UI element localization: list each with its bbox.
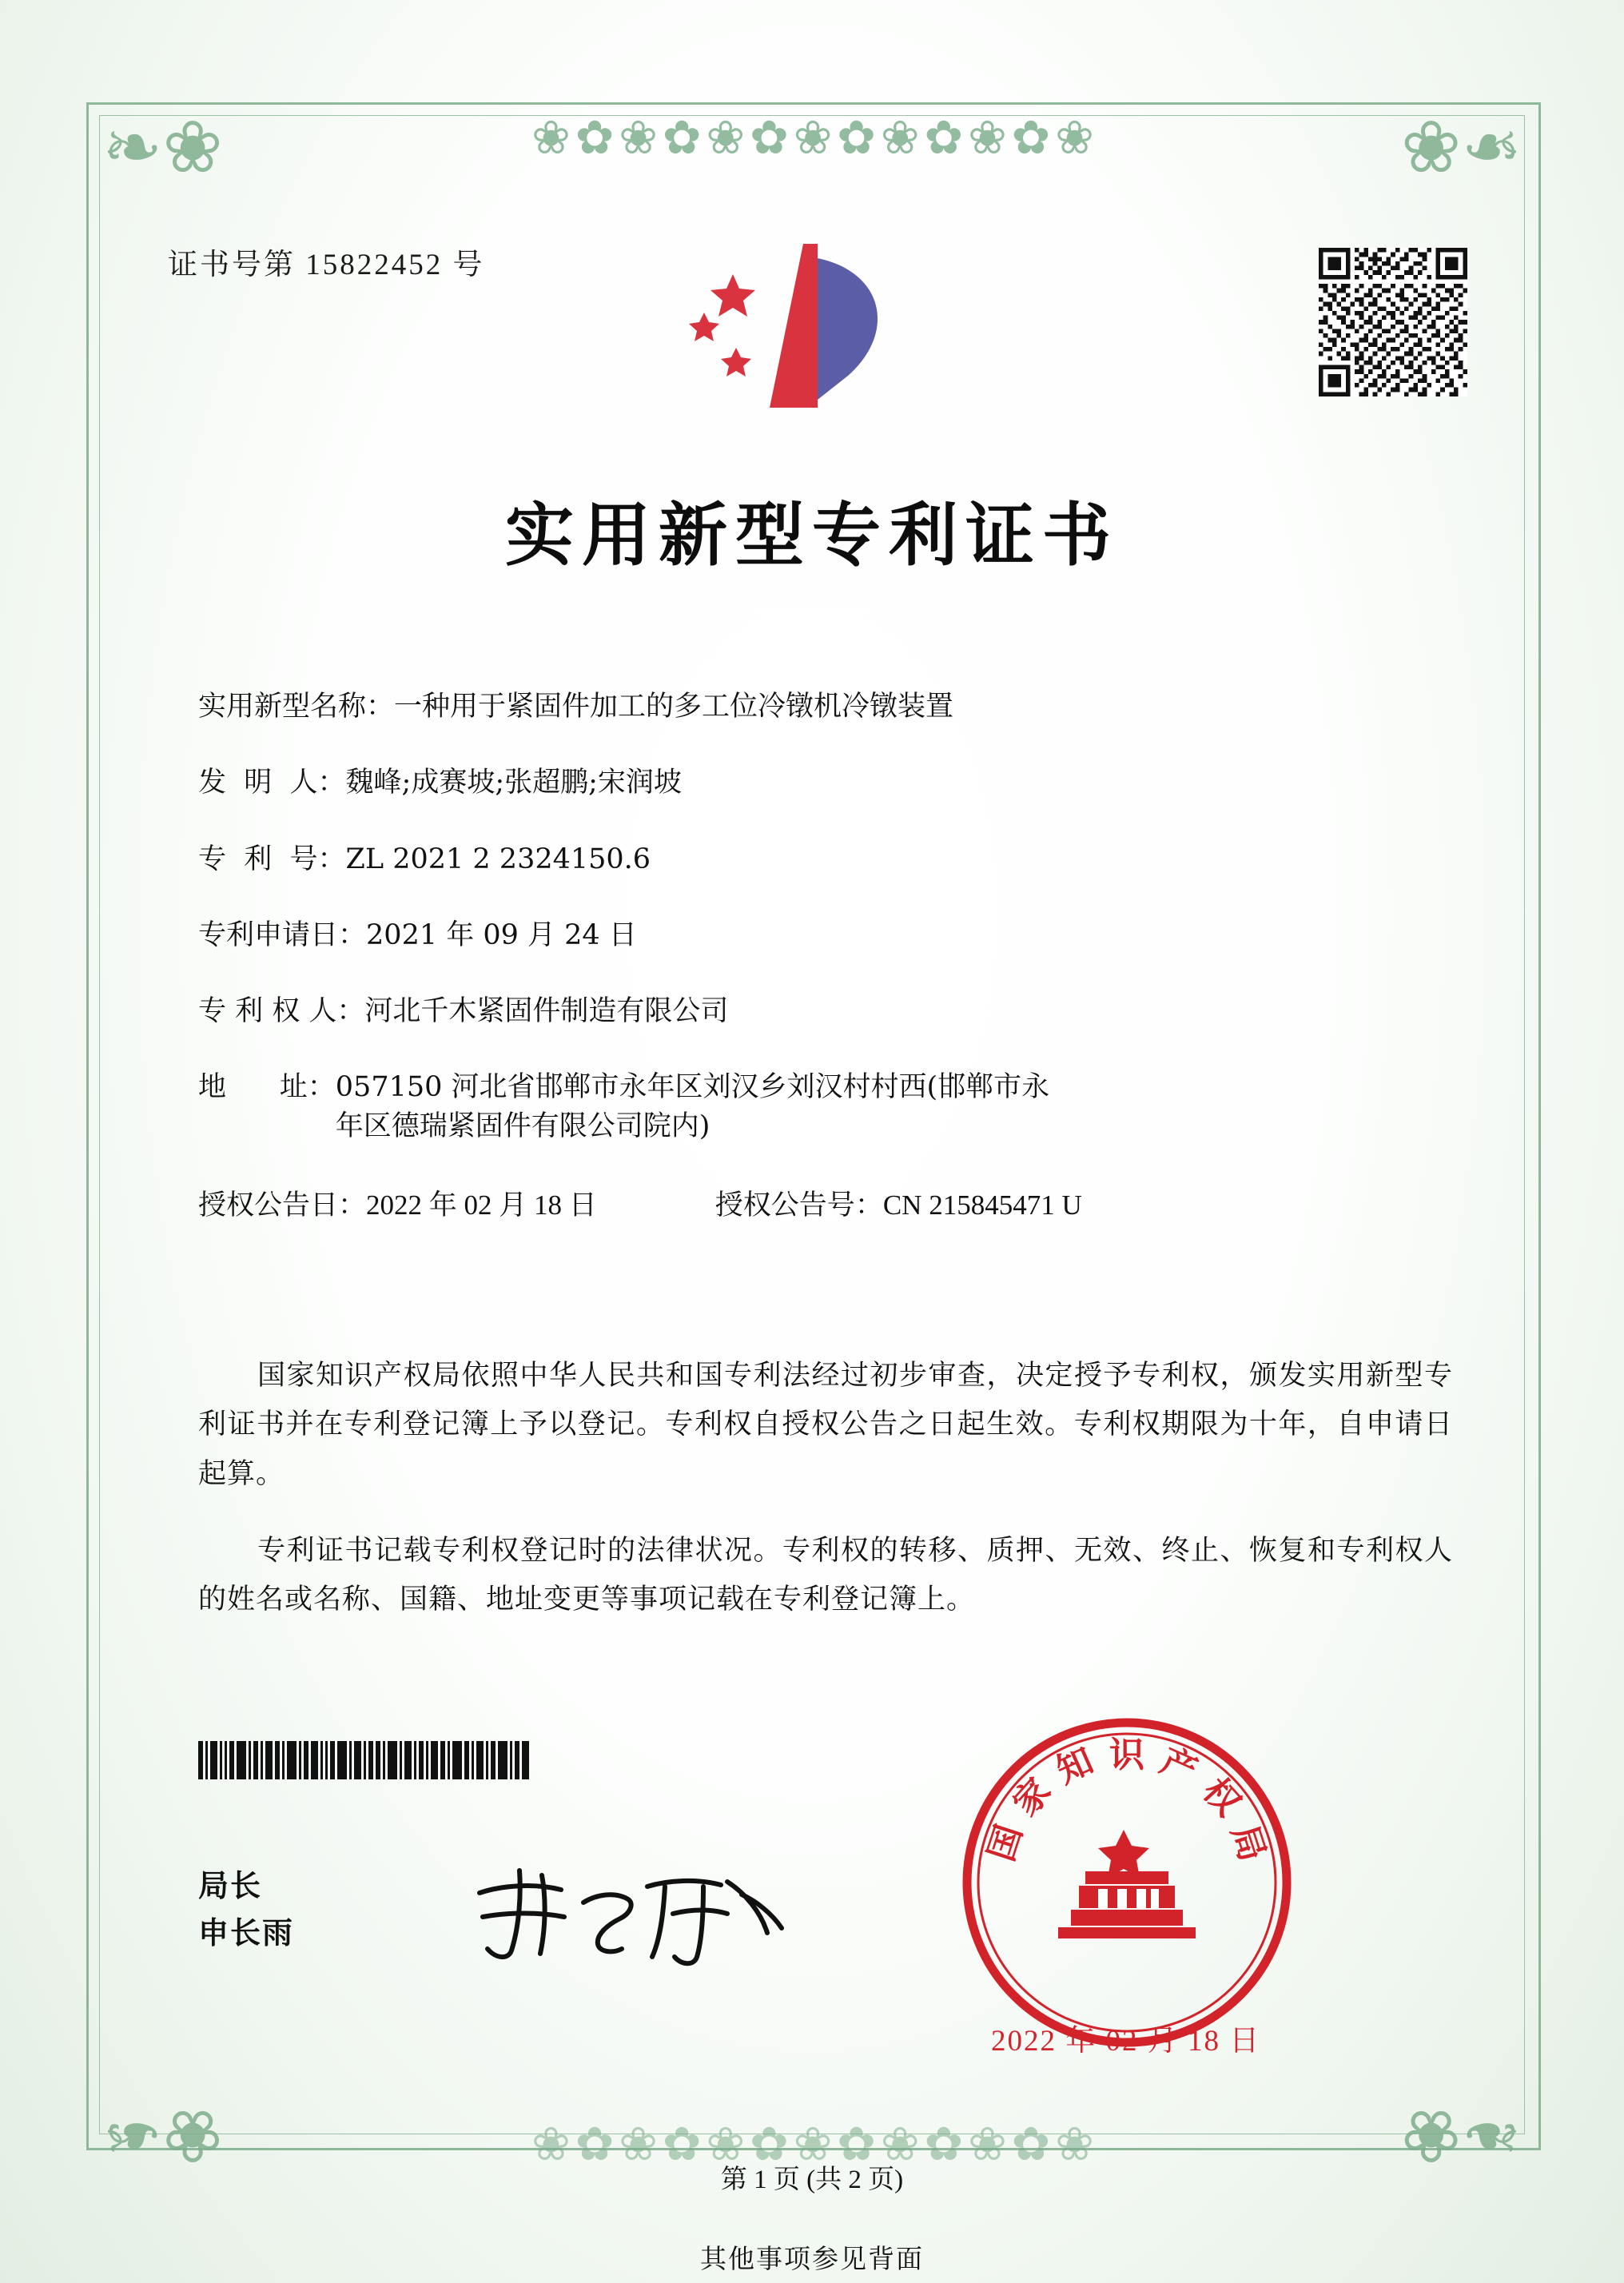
field-value: 2021 年 09 月 24 日 <box>366 918 637 951</box>
field-label: 实用新型名称 <box>198 691 367 723</box>
cnipa-logo-icon <box>683 236 939 428</box>
page-number: 第 1 页 (共 2 页) <box>720 2165 904 2194</box>
seal-date: 2022 年 02 月 18 日 <box>991 2025 1261 2058</box>
field-label: 专 利 权 人 <box>198 995 337 1028</box>
director-name: 申长雨 <box>198 1914 295 1950</box>
field-separator: ： <box>338 1189 367 1221</box>
field-inventors <box>198 763 1445 802</box>
field-label: 发 明 人 <box>198 767 318 799</box>
legal-paragraph-1: 国家知识产权局依照中华人民共和国专利法经过初步审查，决定授予专利权，颁发实用新型专利证书并在专利登记簿上予以登记。专利权自授权公告之日起生效。专利权期限为十年，自申请日起算。 <box>198 1360 1453 1489</box>
back-side-note: 其他事项参见背面 <box>700 2245 924 2274</box>
field-value: CN 215845471 U <box>882 1189 1082 1221</box>
svg-text:识: 识 <box>1109 1735 1144 1775</box>
handwritten-signature-icon <box>464 1855 807 1974</box>
field-patent-number <box>198 840 1445 879</box>
field-separator: ： <box>317 767 346 799</box>
legal-paragraph-2: 专利证书记载专利权登记时的法律状况。专利权的转移、质押、无效、终止、恢复和专利权人的姓名或名称、国籍、地址变更等事项记载在专利登记簿上。 <box>198 1534 1453 1615</box>
field-separator: ： <box>338 918 367 950</box>
field-separator: ： <box>317 843 346 875</box>
field-grant-row <box>198 1183 1445 1223</box>
svg-text:知: 知 <box>1050 1740 1100 1792</box>
field-utility-model-name <box>198 687 1445 726</box>
svg-text:局: 局 <box>1223 1819 1273 1867</box>
corner-ornament-top-left: ❧❀ <box>102 106 223 189</box>
vine-ornament-top: ❀✿❀✿❀✿❀✿❀✿❀✿❀ <box>531 110 1099 165</box>
svg-text:家: 家 <box>1005 1770 1060 1824</box>
field-separator: ： <box>366 691 395 722</box>
official-seal <box>955 1711 1299 2054</box>
svg-text:国: 国 <box>981 1819 1031 1867</box>
field-label: 专利申请日 <box>198 918 339 951</box>
field-label: 授权公告日 <box>198 1189 339 1221</box>
vine-ornament-bottom: ❀✿❀✿❀✿❀✿❀✿❀✿❀ <box>531 2117 1099 2171</box>
field-address <box>198 1068 1445 1145</box>
field-value: ZL 2021 2 2324150.6 <box>345 843 651 875</box>
field-value <box>336 1068 1445 1145</box>
director-block <box>198 1863 294 1957</box>
field-separator: ： <box>307 1071 336 1103</box>
field-value: 2022 年 02 月 18 日 <box>366 1189 597 1221</box>
field-label: 地 址 <box>198 1071 308 1104</box>
certificate-number: 证书号第 15822452 号 <box>168 249 485 281</box>
field-separator: ： <box>854 1189 883 1221</box>
field-label: 专 利 号 <box>198 843 318 875</box>
page-title: 实用新型专利证书 <box>505 495 1119 576</box>
field-announcement-number <box>715 1183 1082 1223</box>
field-value: 河北千木紧固件制造有限公司 <box>364 995 729 1028</box>
field-application-date <box>198 916 1445 954</box>
field-value: 魏峰;成赛坡;张超鹏;宋润坡 <box>345 767 682 799</box>
barcode <box>198 1741 630 1779</box>
legal-text-block <box>198 1323 1453 1630</box>
field-separator: ： <box>336 995 365 1027</box>
field-value-line1: 057150 河北省邯郸市永年区刘汉乡刘汉村村西(邯郸市永 <box>335 1071 1050 1104</box>
director-label: 局长 <box>198 1867 263 1903</box>
field-value-line2: 年区德瑞紧固件有限公司院内) <box>335 1110 710 1142</box>
corner-ornament-top-right: ❧❀ <box>1401 106 1522 189</box>
qr-code <box>1319 248 1467 396</box>
corner-ornament-bottom-right: ❧❀ <box>1401 2094 1522 2177</box>
field-value: 一种用于紧固件加工的多工位冷镦机冷镦装置 <box>394 691 954 723</box>
fields-block <box>198 687 1445 1260</box>
svg-text:产: 产 <box>1154 1740 1204 1792</box>
field-announcement-date <box>198 1183 597 1223</box>
corner-ornament-bottom-left: ❧❀ <box>102 2094 223 2177</box>
field-patentee <box>198 992 1445 1030</box>
svg-text:权: 权 <box>1194 1770 1249 1824</box>
field-label: 授权公告号 <box>714 1189 855 1221</box>
